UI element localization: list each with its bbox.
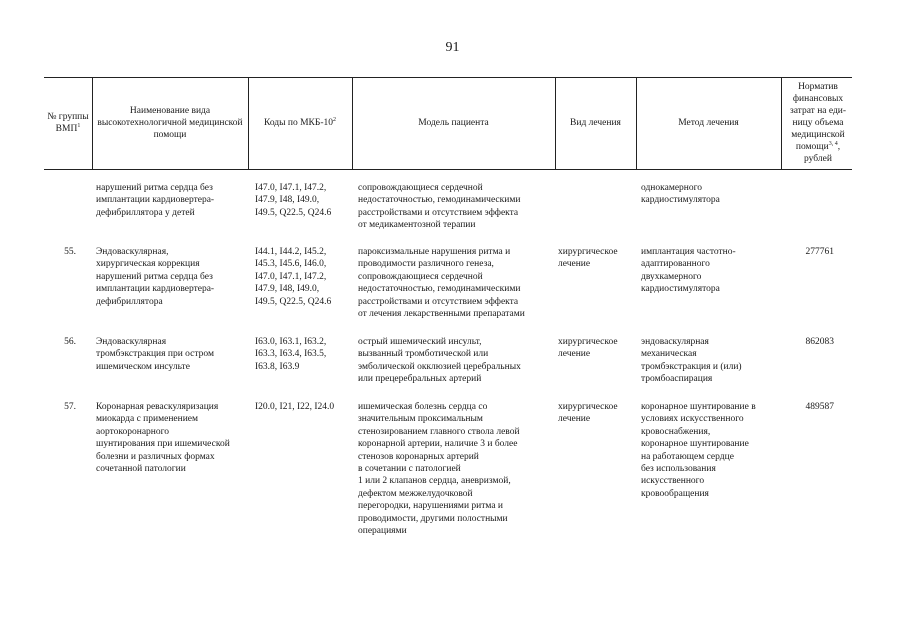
table-cell-patient-model: острый ишемический инсульт, вызванный тромботической или эмболической окклюзией церебральных или прецеребральных артерий (358, 337, 521, 385)
table-cell-care-type: Эндоваскулярная, хирургическая коррекция нарушений ритма сердца без имплантации кардиовертера- дефибриллятора (96, 247, 215, 307)
footnote-marker: 1 (77, 122, 81, 129)
header-treatment-type (559, 77, 632, 169)
column-divider (555, 77, 556, 169)
table-row-number: 55. (64, 247, 76, 257)
header-group-number-text: № группы ВМП (47, 112, 89, 134)
header-cost-standard (784, 77, 852, 169)
table-cell-treatment-method: эндоваскулярная механическая тромбэкстракция и (или) тромбоаспирация (641, 337, 742, 385)
header-cost-standard-unit: , рублей (804, 142, 841, 164)
table-cell-treatment-type: хирургическое лечение (558, 402, 618, 425)
column-divider (92, 77, 93, 169)
header-cost-standard-text: Норматив финансовых затрат на еди-ницу объема медицинской помощи (789, 82, 847, 152)
column-divider (248, 77, 249, 169)
table-cell-treatment-type: хирургическое лечение (558, 337, 618, 360)
table-row-number: 56. (64, 337, 76, 347)
table-cell-cost: 277761 (805, 247, 834, 257)
header-treatment-type-text: Вид лечения (570, 118, 621, 128)
table-cell-treatment-method: имплантация частотно- адаптированного двухкамерного кардиостимулятора (641, 247, 736, 295)
table-cell-treatment-method: коронарное шунтирование в условиях искусственного кровоснабжения, коронарное шунтирование на работающем сердце без использования искусственного кровообращения (641, 402, 756, 499)
page-number: 91 (445, 40, 460, 55)
header-bottom-rule (44, 169, 852, 170)
table-cell-care-type: Эндоваскулярная тромбэкстракция при остром ишемическом инсульте (96, 337, 214, 372)
column-divider (352, 77, 353, 169)
header-treatment-method (640, 77, 777, 169)
table-cell-icd-codes: I47.0, I47.1, I47.2, I47.9, I48, I49.0, I49.5, Q22.5, Q24.6 (255, 183, 332, 218)
footnote-marker: 3, 4 (828, 140, 838, 147)
table-cell-cost: 489587 (805, 402, 834, 412)
table-cell-icd-codes: I20.0, I21, I22, I24.0 (255, 402, 335, 412)
header-care-type (96, 77, 244, 169)
table-row-number: 57. (64, 402, 76, 412)
table-cell-cost: 862083 (805, 337, 834, 347)
column-divider (781, 77, 782, 169)
header-icd-codes-text: Коды по МКБ-10 (263, 118, 334, 128)
header-care-type-text: Наименование вида высокотехнологичной медицинской помощи (97, 106, 243, 140)
header-group-number (46, 77, 90, 169)
column-divider (636, 77, 637, 169)
table-cell-patient-model: ишемическая болезнь сердца со значительным проксимальным стенозированием главного ствола левой коронарной артерии, наличие 3 и более стенозов коронарных артерий в сочетании с патологией 1 или 2 клапанов сердца, аневризмой, дефектом межжелудочковой перегородки, нарушениями ритма и проводимости, другими полостными операциями (358, 402, 520, 537)
header-treatment-method-text: Метод лечения (678, 118, 739, 128)
table-cell-treatment-method: однокамерного кардиостимулятора (641, 183, 720, 206)
footnote-marker: 2 (333, 116, 337, 123)
table-cell-care-type: нарушений ритма сердца без имплантации кардиовертера- дефибриллятора у детей (96, 183, 215, 218)
table-cell-patient-model: сопровождающиеся сердечной недостаточностью, гемодинамическими расстройствами и отсутствием эффекта от медикаментозной терапии (358, 183, 521, 231)
table-cell-icd-codes: I63.0, I63.1, I63.2, I63.3, I63.4, I63.5, I63.8, I63.9 (255, 337, 327, 372)
table-cell-treatment-type: хирургическое лечение (558, 247, 618, 270)
table-cell-care-type: Коронарная реваскуляризация миокарда с применением аортокоронарного шунтирования при ишемической болезни и различных формах сочетанной патологии (96, 402, 230, 475)
header-patient-model-text: Модель пациента (418, 118, 489, 128)
table-cell-icd-codes: I44.1, I44.2, I45.2, I45.3, I45.6, I46.0, I47.0, I47.1, I47.2, I47.9, I48, I49.0, I49.5, Q22.5, Q24.6 (255, 247, 332, 307)
header-patient-model (356, 77, 551, 169)
table-cell-patient-model: пароксизмальные нарушения ритма и проводимости различного генеза, сопровождающиеся сердечной недостаточностью, гемодинамическими расстройствами и отсутствием эффекта от лечения лекарственными препаратами (358, 247, 525, 320)
header-icd-codes (252, 77, 348, 169)
